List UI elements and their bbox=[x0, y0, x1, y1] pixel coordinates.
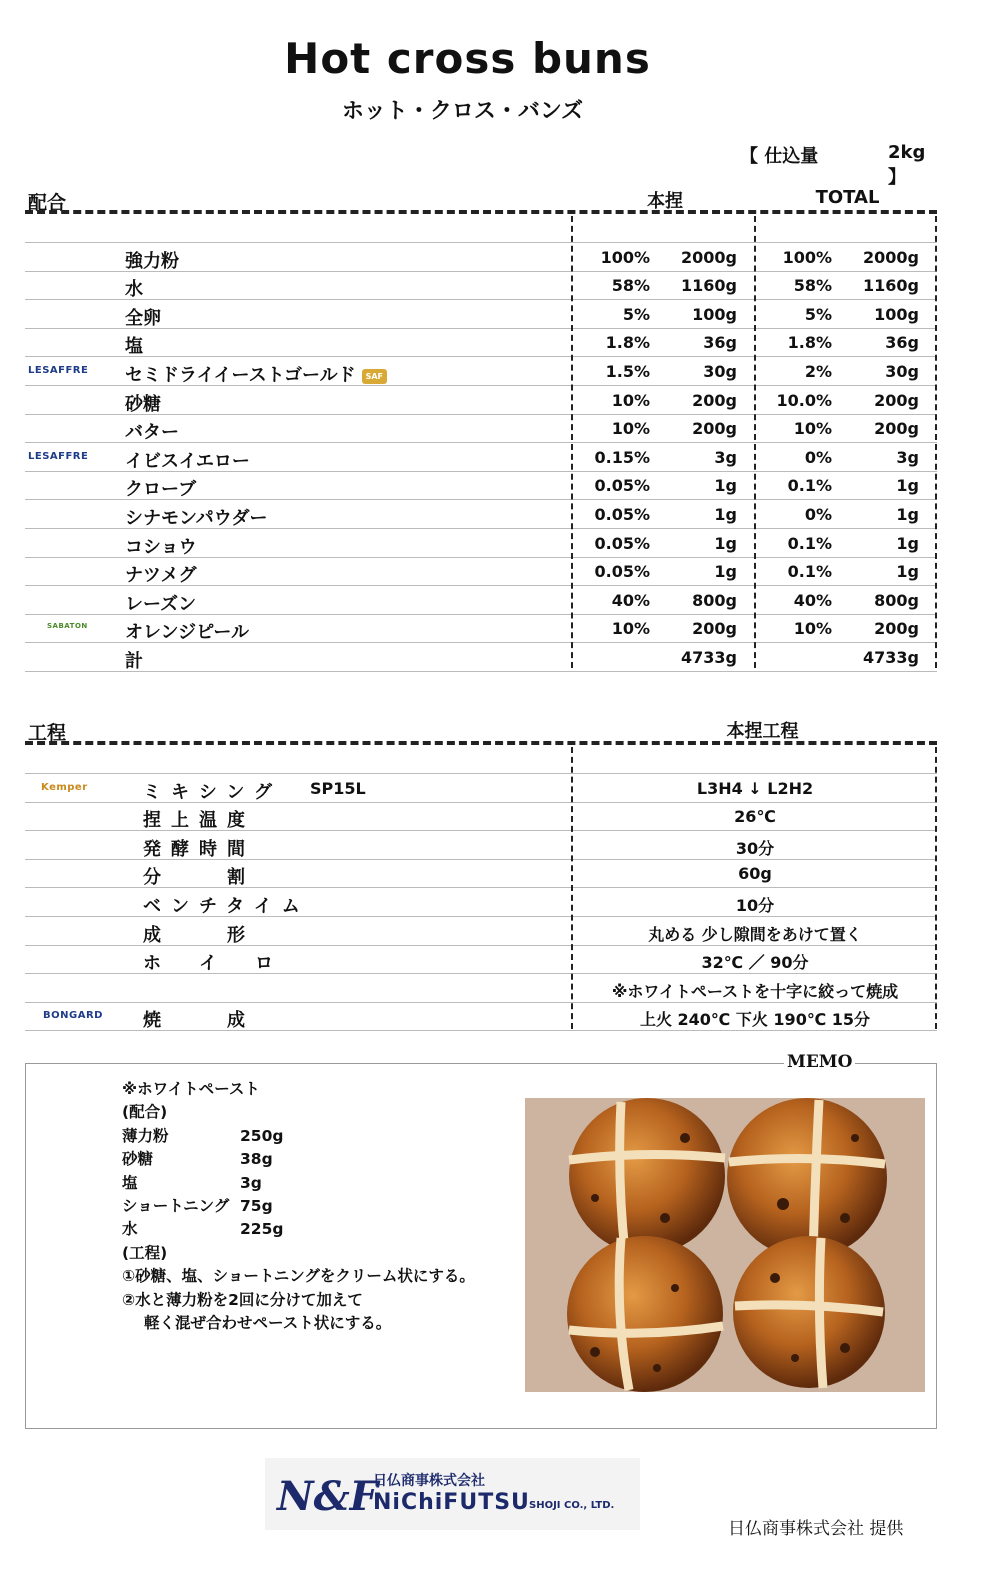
memo-item-name: 薄力粉 bbox=[122, 1126, 169, 1145]
formula-section-label: 配合 bbox=[28, 192, 67, 214]
baker-percent: 10% bbox=[611, 419, 650, 439]
ingredient-name bbox=[125, 418, 179, 444]
ingredient-name-text: 塩 bbox=[125, 336, 143, 358]
ingredient-row bbox=[25, 501, 937, 529]
weight-grams: 1g bbox=[714, 505, 737, 524]
process-step-value: 10分 bbox=[735, 896, 775, 915]
ingredient-row bbox=[25, 358, 937, 386]
batch-size bbox=[740, 142, 926, 188]
baker-percent: 0.15% bbox=[594, 447, 650, 467]
process-blank-row bbox=[25, 746, 937, 774]
brand-logo: LESAFFRE bbox=[28, 450, 89, 462]
saf-badge-icon: SAF bbox=[362, 369, 387, 384]
baker-percent: 0.05% bbox=[594, 562, 650, 582]
baker-percent: 1.8% bbox=[605, 333, 650, 353]
baker-percent: 5% bbox=[622, 304, 650, 324]
baker-percent: 10.0% bbox=[776, 390, 832, 410]
logo-sub: SHOJI CO., LTD. bbox=[529, 1500, 615, 1511]
process-step-value: 32℃ ／ 90分 bbox=[701, 953, 809, 973]
weight-grams: 1g bbox=[896, 476, 919, 496]
weight-grams: 800g bbox=[874, 590, 919, 610]
baker-percent: 100% bbox=[600, 247, 650, 267]
process-row bbox=[25, 803, 937, 831]
memo-item-qty: 38g bbox=[240, 1150, 273, 1169]
weight-grams: 200g bbox=[692, 619, 737, 639]
baker-percent: 10% bbox=[611, 390, 650, 410]
logo-mark-text: N&F bbox=[277, 1473, 379, 1520]
brand-logo: BONGARD bbox=[43, 1010, 103, 1022]
formula-col-divider-2 bbox=[754, 216, 756, 668]
recipe-title: Hot cross buns bbox=[284, 34, 651, 83]
ingredient-name-text: 全卵 bbox=[125, 307, 161, 329]
weight-grams: 30g bbox=[703, 362, 737, 381]
ingredient-row bbox=[25, 272, 937, 300]
process-step-value: 上火 240℃ 下火 190℃ 15分 bbox=[639, 1010, 871, 1030]
process-step-value: ※ホワイトペーストを十字に絞って焼成 bbox=[611, 981, 899, 1001]
ingredient-name-text: 強力粉 bbox=[125, 250, 179, 272]
process-step-name: 分 割 bbox=[143, 867, 255, 889]
ingredient-name-text: ナツメグ bbox=[125, 565, 197, 587]
formula-col-divider-1 bbox=[571, 216, 573, 668]
nichifutsu-logo bbox=[265, 1458, 640, 1530]
ingredient-name bbox=[125, 275, 143, 301]
ingredient-name-text: シナモンパウダー bbox=[125, 508, 268, 529]
baker-percent: 1.5% bbox=[605, 362, 650, 381]
process-step-name: 成 形 bbox=[143, 924, 255, 946]
brand-logo: SABATON bbox=[47, 622, 88, 631]
ingredient-name bbox=[125, 561, 196, 587]
memo-item-name: 塩 bbox=[122, 1173, 138, 1192]
process-step-value: L3H4 ↓ L2H2 bbox=[696, 778, 814, 798]
weight-grams: 36g bbox=[885, 333, 919, 353]
process-step-name: ミキシング bbox=[143, 781, 283, 803]
weight-grams: 2000g bbox=[863, 247, 919, 267]
memo-label: MEMO bbox=[784, 1052, 855, 1072]
ingredient-name bbox=[125, 447, 250, 473]
process-step-name: 焼 成 bbox=[143, 1010, 255, 1032]
memo-item-name: 砂糖 bbox=[122, 1150, 154, 1169]
ingredient-row bbox=[25, 301, 937, 329]
ingredient-name-text: オレンジピール bbox=[125, 622, 250, 644]
ingredient-name-text: バター bbox=[125, 422, 179, 444]
weight-grams: 200g bbox=[692, 390, 737, 410]
memo-step-2-cont: 軽く混ぜ合わせペースト状にする。 bbox=[144, 1314, 392, 1333]
baker-percent: 0.05% bbox=[594, 505, 650, 524]
credit-line: 日仏商事株式会社 提供 bbox=[728, 1519, 904, 1539]
baker-percent: 40% bbox=[793, 590, 832, 610]
baker-percent: 1.8% bbox=[787, 333, 832, 353]
memo-item-qty: 75g bbox=[240, 1197, 273, 1216]
baker-percent: 0.1% bbox=[787, 533, 832, 553]
process-row bbox=[25, 775, 937, 803]
ingredient-name-text: 砂糖 bbox=[125, 393, 161, 415]
memo-item-qty: 250g bbox=[240, 1126, 284, 1145]
weight-grams: 1160g bbox=[681, 276, 737, 296]
mixer-model: SP15L bbox=[310, 778, 366, 798]
ingredient-row bbox=[25, 472, 937, 500]
ingredient-name-text: レーズン bbox=[125, 593, 197, 615]
process-col-main: 本捏工程 bbox=[726, 721, 799, 742]
ingredient-name-text: コショウ bbox=[125, 536, 197, 558]
weight-grams: 1g bbox=[714, 562, 737, 582]
ingredient-row bbox=[25, 444, 937, 472]
ingredient-row bbox=[25, 587, 937, 615]
memo-item-name: ショートニング bbox=[122, 1197, 230, 1216]
ingredient-name bbox=[125, 647, 143, 673]
process-row bbox=[25, 946, 937, 974]
formula-blank-row bbox=[25, 215, 937, 243]
process-step-value: 30分 bbox=[735, 838, 775, 858]
ingredient-row bbox=[25, 387, 937, 415]
memo-process-label: (工程) bbox=[122, 1243, 168, 1262]
memo-step-2: ②水と薄力粉を2回に分けて加えて bbox=[122, 1290, 363, 1309]
baker-percent: 0.05% bbox=[594, 476, 650, 496]
ingredient-name-text: イビスイエロー bbox=[125, 450, 250, 472]
baker-percent: 0.1% bbox=[787, 476, 832, 496]
process-step-name: ホ イ ロ bbox=[143, 953, 283, 975]
weight-grams: 800g bbox=[692, 590, 737, 610]
memo-item bbox=[122, 1172, 475, 1195]
baker-percent: 0.05% bbox=[594, 533, 650, 553]
baker-percent: 10% bbox=[611, 619, 650, 639]
process-row bbox=[25, 832, 937, 860]
recipe-subtitle: ホット・クロス・バンズ bbox=[341, 99, 584, 124]
process-row bbox=[25, 889, 937, 917]
process-step-value: 60g bbox=[738, 864, 772, 884]
ingredient-row bbox=[25, 558, 937, 586]
process-col-divider-2 bbox=[935, 747, 937, 1029]
ingredient-name bbox=[125, 504, 268, 530]
ingredient-name bbox=[125, 304, 161, 330]
ingredient-row bbox=[25, 615, 937, 643]
weight-grams: 100g bbox=[692, 304, 737, 324]
brand-logo: LESAFFRE bbox=[28, 365, 89, 376]
ingredient-name bbox=[125, 475, 196, 501]
process-step-name: ベンチタイム bbox=[143, 896, 310, 917]
process-row bbox=[25, 918, 937, 946]
bun-bottom-right bbox=[733, 1236, 885, 1388]
baker-percent: 2% bbox=[804, 362, 832, 381]
hot-cross-buns-photo bbox=[525, 1098, 925, 1392]
ingredient-name bbox=[125, 390, 161, 416]
ingredient-row bbox=[25, 329, 937, 357]
weight-grams: 1g bbox=[714, 533, 737, 553]
baker-percent: 10% bbox=[793, 619, 832, 639]
weight-grams: 30g bbox=[885, 362, 919, 381]
memo-white-paste bbox=[122, 1078, 475, 1335]
process-step-value: 26℃ bbox=[734, 807, 776, 827]
ingredient-row bbox=[25, 644, 937, 672]
process-step-name: 捏上温度 bbox=[143, 810, 255, 832]
process-section-label: 工程 bbox=[28, 722, 67, 744]
memo-items bbox=[122, 1125, 475, 1242]
ingredient-name-text: 水 bbox=[125, 279, 143, 301]
process-header-divider bbox=[25, 741, 937, 745]
baker-percent: 5% bbox=[804, 304, 832, 324]
weight-grams: 1g bbox=[714, 476, 737, 496]
baker-percent: 0% bbox=[804, 505, 832, 524]
baker-percent: 0% bbox=[804, 447, 832, 467]
ingredient-row bbox=[25, 415, 937, 443]
weight-grams: 1g bbox=[896, 505, 919, 524]
weight-grams: 200g bbox=[874, 619, 919, 639]
memo-item bbox=[122, 1125, 475, 1148]
weight-grams: 4733g bbox=[681, 648, 737, 667]
ingredient-name bbox=[125, 247, 179, 273]
memo-item-qty: 3g bbox=[240, 1173, 262, 1192]
weight-grams: 4733g bbox=[863, 648, 919, 667]
ingredient-name bbox=[125, 618, 249, 644]
ingredient-row bbox=[25, 530, 937, 558]
baker-percent: 0.1% bbox=[787, 562, 832, 582]
memo-step-1: ①砂糖、塩、ショートニングをクリーム状にする。 bbox=[122, 1267, 475, 1286]
ingredient-name bbox=[125, 361, 387, 387]
logo-wordmark: NiChiFUTSU bbox=[373, 1490, 530, 1515]
ingredient-name bbox=[125, 332, 143, 358]
baker-percent: 40% bbox=[611, 590, 650, 610]
memo-formula-label: (配合) bbox=[122, 1103, 168, 1122]
process-row bbox=[25, 975, 937, 1003]
weight-grams: 1160g bbox=[863, 276, 919, 296]
weight-grams: 2000g bbox=[681, 247, 737, 267]
formula-col-total: TOTAL bbox=[815, 187, 880, 208]
batch-qty: 2kg 】 bbox=[888, 142, 926, 188]
memo-item-name: 水 bbox=[122, 1220, 138, 1239]
formula-col-divider-3 bbox=[935, 216, 937, 668]
brand-logo: Kemper bbox=[41, 781, 88, 793]
weight-grams: 200g bbox=[874, 390, 919, 410]
weight-grams: 36g bbox=[703, 333, 737, 353]
bun-bottom-left bbox=[567, 1236, 723, 1392]
weight-grams: 100g bbox=[874, 304, 919, 324]
process-col-divider-1 bbox=[571, 747, 573, 1029]
weight-grams: 200g bbox=[874, 419, 919, 439]
weight-grams: 3g bbox=[896, 447, 919, 467]
baker-percent: 100% bbox=[782, 247, 832, 267]
formula-col-main: 本捏 bbox=[647, 191, 683, 212]
ingredient-name bbox=[125, 533, 197, 559]
formula-header-divider bbox=[25, 210, 937, 214]
ingredient-name-text: 計 bbox=[125, 651, 143, 672]
process-step-name: 発酵時間 bbox=[143, 838, 255, 860]
memo-item bbox=[122, 1195, 475, 1218]
ingredient-name-text: クローブ bbox=[125, 479, 197, 501]
bun-top-right bbox=[727, 1098, 887, 1258]
weight-grams: 1g bbox=[896, 562, 919, 582]
bun-top-left bbox=[569, 1098, 725, 1254]
logo-company-jp: 日仏商事株式会社 bbox=[373, 1473, 485, 1489]
process-row bbox=[25, 1003, 937, 1031]
process-step-value: 丸める 少し隙間をあけて置く bbox=[648, 924, 862, 944]
baker-percent: 58% bbox=[793, 276, 832, 296]
weight-grams: 200g bbox=[692, 419, 737, 439]
ingredient-name-text: セミドライイーストゴールド bbox=[125, 365, 356, 386]
process-row bbox=[25, 860, 937, 888]
baker-percent: 58% bbox=[611, 276, 650, 296]
ingredient-name bbox=[125, 590, 196, 616]
memo-item-qty: 225g bbox=[240, 1220, 284, 1239]
memo-heading: ※ホワイトペースト bbox=[122, 1080, 260, 1098]
ingredient-row bbox=[25, 244, 937, 272]
memo-item bbox=[122, 1148, 475, 1171]
weight-grams: 3g bbox=[714, 447, 737, 467]
batch-label: 【 仕込量 bbox=[740, 146, 819, 167]
baker-percent: 10% bbox=[793, 419, 832, 439]
weight-grams: 1g bbox=[896, 533, 919, 553]
memo-item bbox=[122, 1218, 475, 1241]
